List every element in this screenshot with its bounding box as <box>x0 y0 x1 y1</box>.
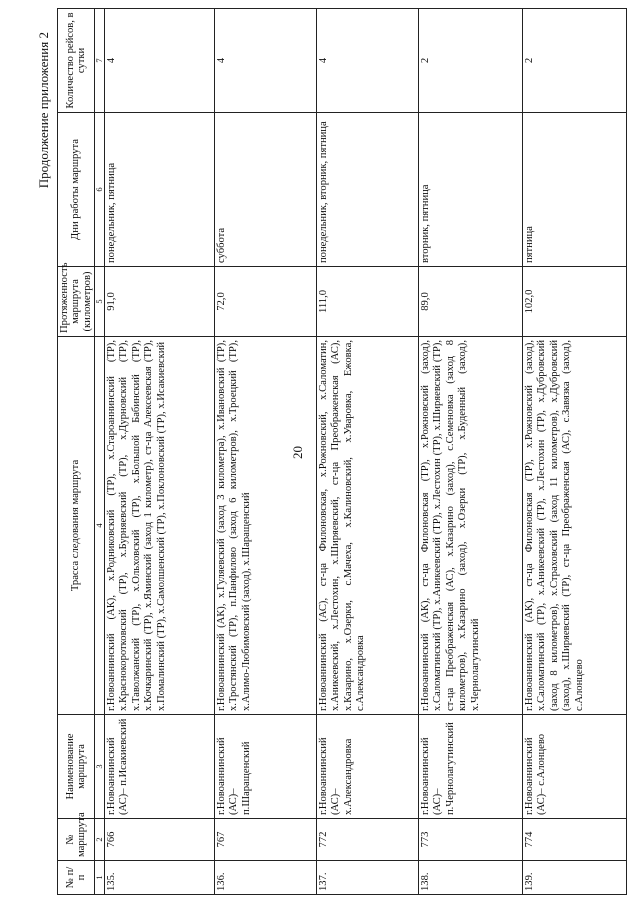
table-row <box>418 9 522 895</box>
table-row <box>316 9 418 895</box>
row-number: 139. <box>522 861 626 895</box>
route-length: 89,0 <box>418 267 522 337</box>
route-path: г.Новоаннинский (АК), х.Родниковский (ТР), х.Староаннинский (ТР), х.Краснокоротковский (ТР), х.Бурняевский (ТР), х.Дурновский (ТР), х.Таволжанский (ТР), х.Ольховский (ТР), х.Большой Бабинский (ТР), х.Кочкаринский (ТР), х.Яминский (заход 1 километр), ст-ца Алексеевская (ТР), х.Помалинский (ТР), х.Самолшенский (ТР), х.Поклоновский (ТР), х.Исакиевский <box>104 337 214 715</box>
route-name: г.Новоаннинский (АС)– с.Алонцево <box>522 715 626 819</box>
route-path: г.Новоаннинский (АК), ст-ца Филоновская (ТР), х.Рожновский (заход), х.Саломатинский (ТР), х.Аникеевский (ТР), х.Лестохин (ТР), х.Дубровский (заход 8 километров), х.Страховский (заход 11 километров), х.Дубровский (заход), х.Ширяевский (ТР), ст-ца Преображенская (АС), с.Завязка (заход), с.Алонцево <box>522 337 626 715</box>
column-number: 7 <box>95 9 105 113</box>
route-code: 772 <box>316 819 418 861</box>
trips-count: 4 <box>316 9 418 113</box>
row-number: 137. <box>316 861 418 895</box>
route-path: г.Новоаннинский (АК), ст-ца Филоновская (ТР), х.Рожновский (заход), х.Саломатинский (ТР), х.Аникеевский (ТР), х.Лестохин (ТР), х.Ширяевский (ТР), ст-ца Преображенская (АС), х.Казарино (заход), с.Семеновка (заход 8 километров), х.Казарино (заход), х.Озерки (ТР), х.Буденный (заход), х.Чернолагутинский <box>418 337 522 715</box>
column-number: 2 <box>95 819 105 861</box>
route-code: 767 <box>214 819 316 861</box>
header-cell: Количество рейсов, в сутки <box>58 9 95 113</box>
page-number: 20 <box>290 446 305 459</box>
table-row <box>104 9 214 895</box>
table-row <box>522 9 626 895</box>
column-number: 3 <box>95 715 105 819</box>
trips-count: 2 <box>418 9 522 113</box>
route-days: понедельник, пятница <box>104 113 214 267</box>
route-days: пятница <box>522 113 626 267</box>
header-cell: № маршрута <box>58 819 95 861</box>
header-cell: Дни работы маршрута <box>58 113 95 267</box>
route-path: г.Новоаннинский (АС), ст-ца Филоновская, х.Рожновский, х.Саломатин, х.Аникеевский, х.Лестохин, х.Ширяевский, ст-ца Преображенская (АС), х.Казарино, х.Озерки, с.Мачеха, х.Калиновский, х.Уваровка, Ежовка, с.Александровка <box>316 337 418 715</box>
column-number: 5 <box>95 267 105 337</box>
row-number: 136. <box>214 861 316 895</box>
header-row <box>58 9 95 895</box>
route-length: 91,0 <box>104 267 214 337</box>
trips-count: 4 <box>104 9 214 113</box>
header-cell: Трасса следования маршрута <box>58 337 95 715</box>
row-number: 138. <box>418 861 522 895</box>
column-number: 6 <box>95 113 105 267</box>
route-name: г.Новоаннинский (АС)– п.Чернолагутинский <box>418 715 522 819</box>
route-path: г.Новоаннинский (АК), х.Гуляевский (заход 3 километра), х.Ивановский (ТР), х.Тростянский (ТР), п.Панфилово (заход 6 километров), х.Троецкий (ТР), х.Алимо-Любимовский (заход), х.Шаращенский <box>214 337 316 715</box>
table-row <box>214 9 316 895</box>
route-days: суббота <box>214 113 316 267</box>
header-cell: Протяженность маршрута (километров) <box>58 267 95 337</box>
header-cell: Наименование маршрута <box>58 715 95 819</box>
column-number: 1 <box>95 861 105 895</box>
route-length: 111,0 <box>316 267 418 337</box>
column-number-row <box>95 9 105 895</box>
routes-table <box>57 8 627 895</box>
column-number: 4 <box>95 337 105 715</box>
continuation-note: Продолжение приложения 2 <box>36 32 51 189</box>
route-code: 774 <box>522 819 626 861</box>
route-name: г.Новоаннинский (АС)– п.Шаращенский <box>214 715 316 819</box>
trips-count: 2 <box>522 9 626 113</box>
route-name: г.Новоаннинский (АС)– х.Александровка <box>316 715 418 819</box>
route-days: понедельник, вторник, пятница <box>316 113 418 267</box>
row-number: 135. <box>104 861 214 895</box>
route-code: 766 <box>104 819 214 861</box>
route-name: г.Новоаннинский (АС)– п.Исакиевский <box>104 715 214 819</box>
header-cell: № п/п <box>58 861 95 895</box>
trips-count: 4 <box>214 9 316 113</box>
route-length: 102,0 <box>522 267 626 337</box>
route-code: 773 <box>418 819 522 861</box>
route-days: вторник, пятница <box>418 113 522 267</box>
route-length: 72,0 <box>214 267 316 337</box>
